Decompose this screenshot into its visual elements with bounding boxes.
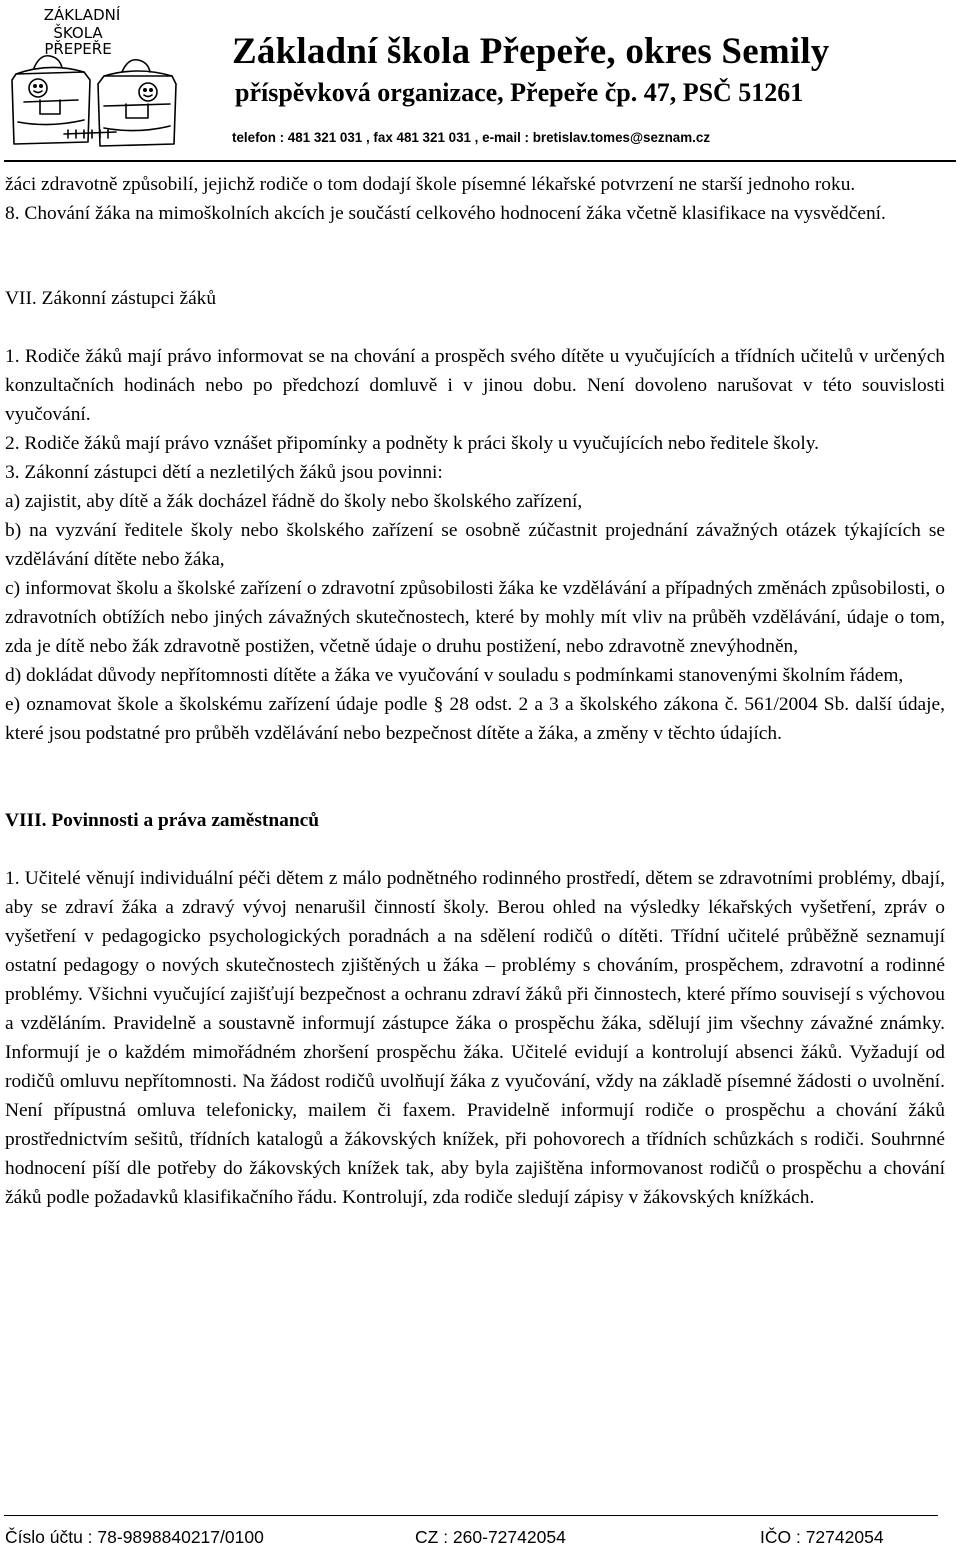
heading-vii: VII. Zákonní zástupci žáků — [5, 288, 217, 309]
school-name: Základní škola Přepeře, okres Semily — [232, 31, 830, 72]
vii-item-3a: a) zajistit, aby dítě a žák docházel řádně do školy nebo školského zařízení, — [5, 491, 583, 512]
footer-account-number: Číslo účtu : 78-9898840217/0100 — [5, 1527, 264, 1547]
school-address: příspěvková organizace, Přepeře čp. 47, PSČ 51261 — [235, 78, 804, 107]
paragraph-8: 8. Chování žáka na mimoškolních akcích je součástí celkového hodnocení žáka včetně klasifikace na vysvědčení. — [5, 203, 886, 224]
logo-text-line2: ŠKOLA — [53, 24, 103, 42]
vii-item-3: 3. Zákonní zástupci dětí a nezletilých žáků jsou povinni: — [5, 462, 443, 483]
vii-item-3e: e) oznamovat škole a školskému zařízení údaje podle § 28 odst. 2 a 3 a školského zákona č. 561/2004 Sb. další údaje, které jsou podstatné pro průběh vzdělávání nebo bezpečnost dítěte a žáka, a změny v těchto údajích. — [5, 694, 945, 744]
footer-company-id: IČO : 72742054 — [760, 1527, 884, 1547]
logo-text-line3: PŘEPEŘE — [44, 40, 112, 58]
footer-vat-number: CZ : 260-72742054 — [415, 1527, 566, 1547]
letterhead — [0, 0, 960, 170]
paragraph-continuation: žáci zdravotně způsobilí, jejichž rodiče o tom dodají škole písemné lékařské potvrzení ne starší jednoho roku. — [5, 174, 856, 195]
document-body — [5, 170, 945, 1212]
heading-viii: VIII. Povinnosti a práva zaměstnanců — [5, 810, 320, 831]
footer-divider — [4, 1515, 938, 1516]
header-divider — [4, 160, 956, 162]
vii-item-3d: d) dokládat důvody nepřítomnosti dítěte a žáka ve vyučování v souladu s podmínkami stanovenými školním řádem, — [5, 665, 904, 686]
viii-item-1: 1. Učitelé věnují individuální péči dětem z málo podnětného rodinného prostředí, dětem se zdravotními problémy, dbají, aby se zdraví žáka a zdravý vývoj nenarušil činností školy. Berou ohled na výsledky lékařských vyšetření, zpráv o vyšetření v pedagogicko psychologických poradnách a na sdělení rodičů o dítěti. Třídní učitelé průběžně seznamují ostatní pedagogy o nových skutečnostech zjištěných u žáka – problémy s chováním, prospěchem, zdravotní a rodinné problémy. Všichni vyučující zajišťují bezpečnost a ochranu zdraví žáků při činnostech, které přímo souvisejí s výchovou a vzděláním. Pravidelně a soustavně informují zástupce žáka o prospěchu žáka, sdělují jim všechny závažné známky. Informují je o každém mimořádném zhoršení prospěchu žáka. Učitelé evidují a kontrolují absenci žáků. Vyžadují od rodičů omluvu nepřítomnosti. Na žádost rodičů uvolňují žáka z vyučování, vždy na základě písemné žádosti o uvolnění. Není přípustná omluva telefonicky, mailem či faxem. Pravidelně informují rodiče o prospěchu a chování žáků prostřednictvím sešitů, třídních katalogů a žákovských knížek, při pohovorech a třídních schůzkách s rodiči. Souhrnné hodnocení píší dle potřeby do žákovských knížek tak, aby byla zajištěna informovanost rodičů o prospěchu a chování žáků podle požadavků klasifikačního řádu. Kontrolují, zda rodiče sledují zápisy v žákovských knížkách. — [5, 868, 945, 1208]
vii-item-3c: c) informovat školu a školské zařízení o zdravotní způsobilosti žáka ke vzdělávání a případných změnách způsobilosti, o zdravotních obtížích nebo jiných závažných skutečnostech, které by mohly mít vliv na průběh vzdělávání, údaje o tom, zda je dítě nebo žák zdravotně postižen, včetně údaje o druhu postižení, nebo zdravotně znevýhodněn, — [5, 578, 945, 657]
vii-item-2: 2. Rodiče žáků mají právo vznášet připomínky a podněty k práci školy u vyučujících nebo ředitele školy. — [5, 433, 820, 454]
school-logo — [4, 2, 182, 154]
vii-item-3b: b) na vyzvání ředitele školy nebo školského zařízení se osobně zúčastnit projednání závažných otázek týkajících se vzdělávání dítěte nebo žáka, — [5, 520, 945, 570]
logo-text-line1: ZÁKLADNÍ — [43, 6, 121, 24]
school-contact: telefon : 481 321 031 , fax 481 321 031 , e-mail : bretislav.tomes@seznam.cz — [232, 130, 711, 145]
vii-item-1: 1. Rodiče žáků mají právo informovat se na chování a prospěch svého dítěte u vyučujících a třídních učitelů v určených konzultačních hodinách nebo po předchozí domluvě i v jinou dobu. Není dovoleno narušovat v této souvislosti vyučování. — [5, 346, 945, 425]
